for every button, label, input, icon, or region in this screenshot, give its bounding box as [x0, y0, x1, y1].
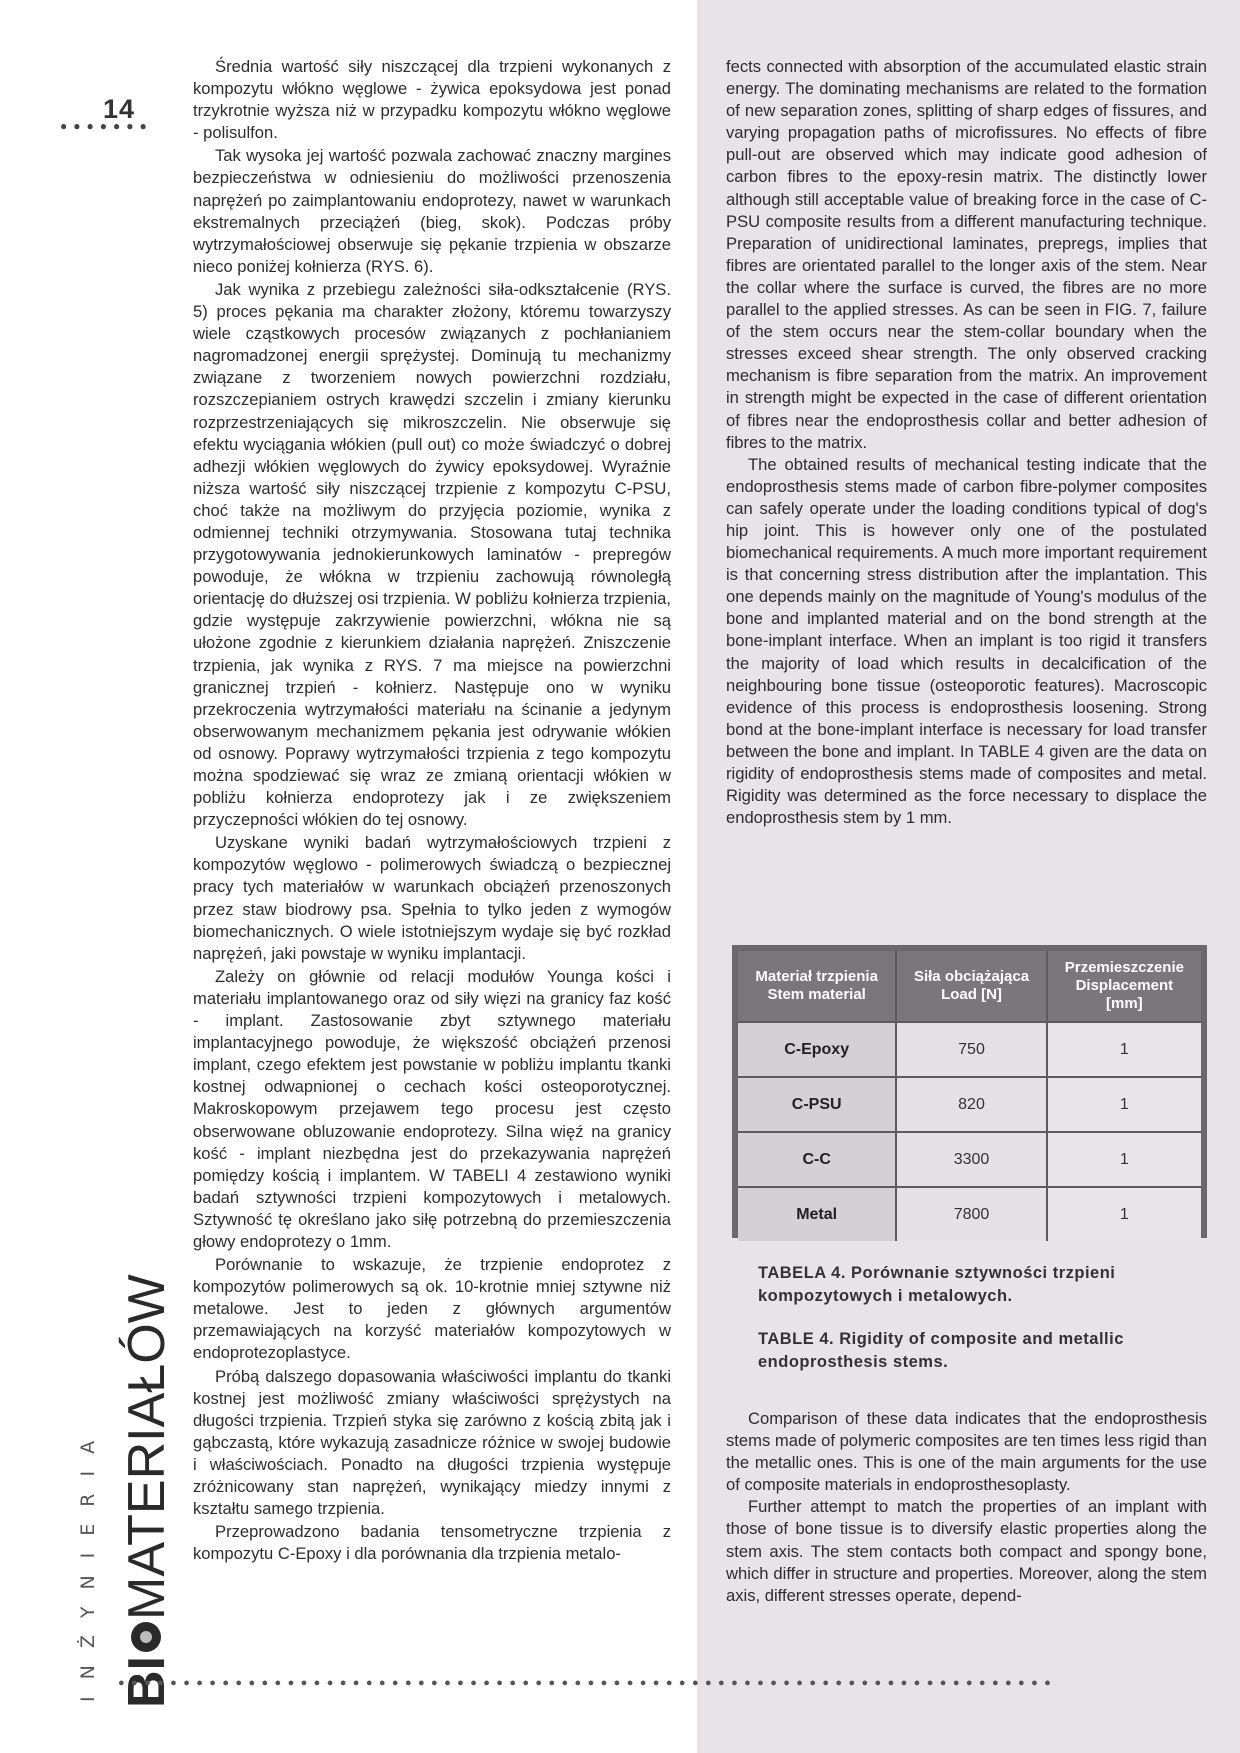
dot-rule-bottom: ●●●●●●●●●●●●●●●●●●●●●●●●●●●●●●●●●●●●●●●●●●●●●●●●●●●●●●●●●●●●●●●●●●●●●●●● [118, 1677, 1058, 1689]
svg-text:INŻYNIERIA: INŻYNIERIA [77, 1423, 99, 1702]
paragraph: fects connected with absorption of the accumulated elastic strain energy. The dominating mechanisms are related to the formation of new separation zones, splitting of sharp edges of fissures, and varying propagation paths of microfissures. No effects of fibre pull-out are observed which may indicate good adhesion of carbon fibres to the epoxy-resin matrix. The distinctly lower although still acceptable value of breaking force in the case of C-PSU composite results from a different manufacturing technique. Preparation of unidirectional laminates, prepregs, implies that fibres are orientated parallel to the longer axis of the stem. Near the collar where the surface is curved, the fibres are no more parallel to the applied stresses. As can be seen in FIG. 7, failure of the stem occurs near the stem-collar boundary when the stresses exceed shear strength. The only observed cracking mechanism is fibre separation from the matrix. An improvement in strength might be expected in the case of different orientation of fibres near the endoprosthesis collar and better adhesion of fibres to the matrix. [726, 57, 1207, 452]
table-cell-material: C-PSU [738, 1077, 896, 1132]
table-header-displacement: Przemieszczenie Displacement [mm] [1047, 951, 1201, 1022]
table-header-load: Siła obciążająca Load [N] [896, 951, 1046, 1022]
table-cell-material: C-Epoxy [738, 1022, 896, 1077]
journal-logo-vertical [52, 1274, 182, 1710]
svg-text:BI: BI [118, 1656, 176, 1708]
table-cell-displacement: 1 [1047, 1077, 1201, 1132]
paragraph: Comparison of these data indicates that the endoprosthesis stems made of polymeric composites are ten times less rigid than the metallic ones. This is one of the main arguments for the use of composite materials in endoprosthesoplasty. [726, 1409, 1207, 1495]
dot-rule-top: ●●●●●●● [60, 119, 153, 133]
english-text-column-bottom [726, 1408, 1207, 1607]
paragraph: Próbą dalszego dopasowania właściwości implantu do tkanki kostnej jest możliwość zmiany właściwości sprężystych na długości trzpienia. Trzpień styka się zarówno z kością zbitą jak i gąbczastą, które wykazują zasadnicze różnice w swojej budowie i właściwościach. Ponadto na długości trzpienia występuje zróżnicowany stan naprężeń, wynikający miedzy innymi z kształtu samego trzpienia. [193, 1366, 671, 1519]
table-cell-load: 750 [896, 1022, 1046, 1077]
table-row [738, 1187, 1201, 1241]
page-number: 14 [103, 94, 136, 124]
paragraph: Uzyskane wyniki badań wytrzymałościowych trzpieni z kompozytów węglowo - polimerowych świadczą o bezpiecznej pracy tych materiałów w warunkach obciążeń przenoszonych przez staw biodrowy psa. Spełnia to tylko jeden z wymogów biomechanicznych. O wiele istotniejszym wydaje się być rozkład naprężeń, jaki powstaje w wyniku implantacji. [193, 833, 671, 963]
table-cell-load: 7800 [896, 1187, 1046, 1241]
english-text-column-top [726, 56, 1207, 829]
paragraph: Średnia wartość siły niszczącej dla trzpieni wykonanych z kompozytu włókno węglowe - żywica epoksydowa jest ponad trzykrotnie wyższa niż w przypadku kompozytu włókno węglowe - polisulfon. [193, 57, 671, 143]
paragraph: Tak wysoka jej wartość pozwala zachować znaczny margines bezpieczeństwa w odniesieniu do możliwości przenoszenia naprężeń po zaimplantowaniu endoprotezy, nawet w warunkach ekstremalnych przeciążeń (bieg, skok). Podczas próby wytrzymałościowej obserwuje się pękanie trzpienia w obszarze nieco poniżej kołnierza (RYS. 6). [193, 146, 671, 276]
table-cell-material: Metal [738, 1187, 896, 1241]
table-caption-polish: TABELA 4. Porównanie sztywności trzpieni kompozytowych i metalowych. [758, 1264, 1116, 1305]
table-row [738, 1132, 1201, 1187]
table-row [738, 1077, 1201, 1132]
rigidity-table [732, 945, 1207, 1238]
table-cell-displacement: 1 [1047, 1187, 1201, 1241]
table-row [738, 1022, 1201, 1077]
paragraph: The obtained results of mechanical testing indicate that the endoprosthesis stems made of carbon fibre-polymer composites can safely operate under the loading conditions typical of dog's hip joint. This is however only one of the postulated biomechanical requirements. A much more important requirement is that concerning stress distribution after the implantation. This one depends mainly on the magnitude of Young's modulus of the bone and implanted material and on the bond strength at the bone-implant interface. When an implant is too rigid it transfers the majority of load which results in decalcification of the neighbouring bone tissue (osteoporotic features). Macroscopic evidence of this process is endoprosthesis loosening. Strong bond at the bone-implant interface is necessary for load transfer between the bone and implant. In TABLE 4 given are the data on rigidity of endoprosthesis stems made of composites and metal. Rigidity was determined as the force necessary to displace the endoprosthesis stem by 1 mm. [726, 454, 1207, 828]
table-cell-displacement: 1 [1047, 1022, 1201, 1077]
paragraph: Jak wynika z przebiegu zależności siła-odkształcenie (RYS. 5) proces pękania ma charakter złożony, któremu towarzyszy wiele cząstkowych procesów związanych z pochłanianiem nagromadzonej energii sprężystej. Dominują tu mechanizmy związane z tworzeniem nowych powierzchni rozdziału, rozszczepianiem ostrych krawędzi szczelin i zmiany kierunku rozprzestrzeniających się mikroszczelin. Nie obserwuje się efektu wyciągania włókien (pull out) co może świadczyć o dobrej adhezji włókien węglowych do żywicy epoksydowej. Wyraźnie niższa wartość siły niszczącej trzpienie z kompozytu C-PSU, choć także na możliwym do przyjęcia poziomie, wynika z odmiennej techniki otrzymywania. Stosowana tutaj technika przygotowywania jednokierunkowych laminatów - prepregów powoduje, że włókna w trzpieniu zachowują równoległą orientację do dłuższej osi trzpienia. W pobliżu kołnierza trzpienia, gdzie występuje zakrzywienie powierzchni, włókna nie są ułożone zgodnie z kierunkiem działania naprężeń. Zniszczenie trzpienia, jak wynika z RYS. 7 ma miejsce na powierzchni granicznej trzpień - kołnierz. Następuje ono w wyniku przekroczenia wytrzymałości materiału na ścinanie a jedynym obserwowanym mechanizmem pękania jest odrywanie włókien od osnowy. Poprawy wytrzymałości trzpienia z tego kompozytu można spodziewać się wraz ze zmianą orientacji włókien w pobliżu kołnierza endoprotezy jak i ze zwiększeniem przyczepności włókien do tej osnowy. [193, 279, 671, 830]
table-cell-load: 3300 [896, 1132, 1046, 1187]
table-cell-material: C-C [738, 1132, 896, 1187]
paragraph: Zależy on głównie od relacji modułów Younga kości i materiału implantowanego oraz od siły więzi na granicy faz kość - implant. Zastosowanie zbyt sztywnego materiału implantacyjnego powoduje, że większość obciążeń przenosi implant, czego efektem jest powstanie w pobliżu implantu tkanki kostnej odwapnionej o cechach kości osteoporotycznej. Makroskopowym przejawem tego procesu jest często obserwowane obluzowanie endoprotezy. Silna więź na granicy kość - implant niezbędna jest do przekazywania naprężeń pomiędzy kością i implantem. W TABELI 4 zestawiono wyniki badań sztywności trzpieni kompozytowych i metalowych. Sztywność tę określano jako siłę potrzebną do przemieszczenia głowy endoprotezy o 1mm. [193, 966, 671, 1251]
paragraph: Porównanie to wskazuje, że trzpienie endoprotez z kompozytów polimerowych są ok. 10-krotnie mniej sztywne niż metalowe. Jest to jeden z głównych argumentów przemawiających na korzyść materiałów kompozytowych w endoprotezoplastyce. [193, 1255, 671, 1363]
table-cell-load: 820 [896, 1077, 1046, 1132]
polish-text-column [193, 56, 671, 1566]
table-caption-english: TABLE 4. Rigidity of composite and metallic endoprosthesis stems. [758, 1330, 1124, 1371]
table-header-material: Materiał trzpienia Stem material [738, 951, 896, 1022]
svg-text:MATERIAŁÓW: MATERIAŁÓW [118, 1274, 176, 1620]
table-cell-displacement: 1 [1047, 1132, 1201, 1187]
paragraph: Przeprowadzono badania tensometryczne trzpienia z kompozytu C-Epoxy i dla porównania dla trzpienia metalo- [193, 1522, 671, 1564]
paragraph: Further attempt to match the properties of an implant with those of bone tissue is to diversify elastic properties along the stem axis. The stem contacts both compact and spongy bone, which differ in structure and properties. Moreover, along the stem axis, different stresses operate, depend- [726, 1497, 1207, 1605]
